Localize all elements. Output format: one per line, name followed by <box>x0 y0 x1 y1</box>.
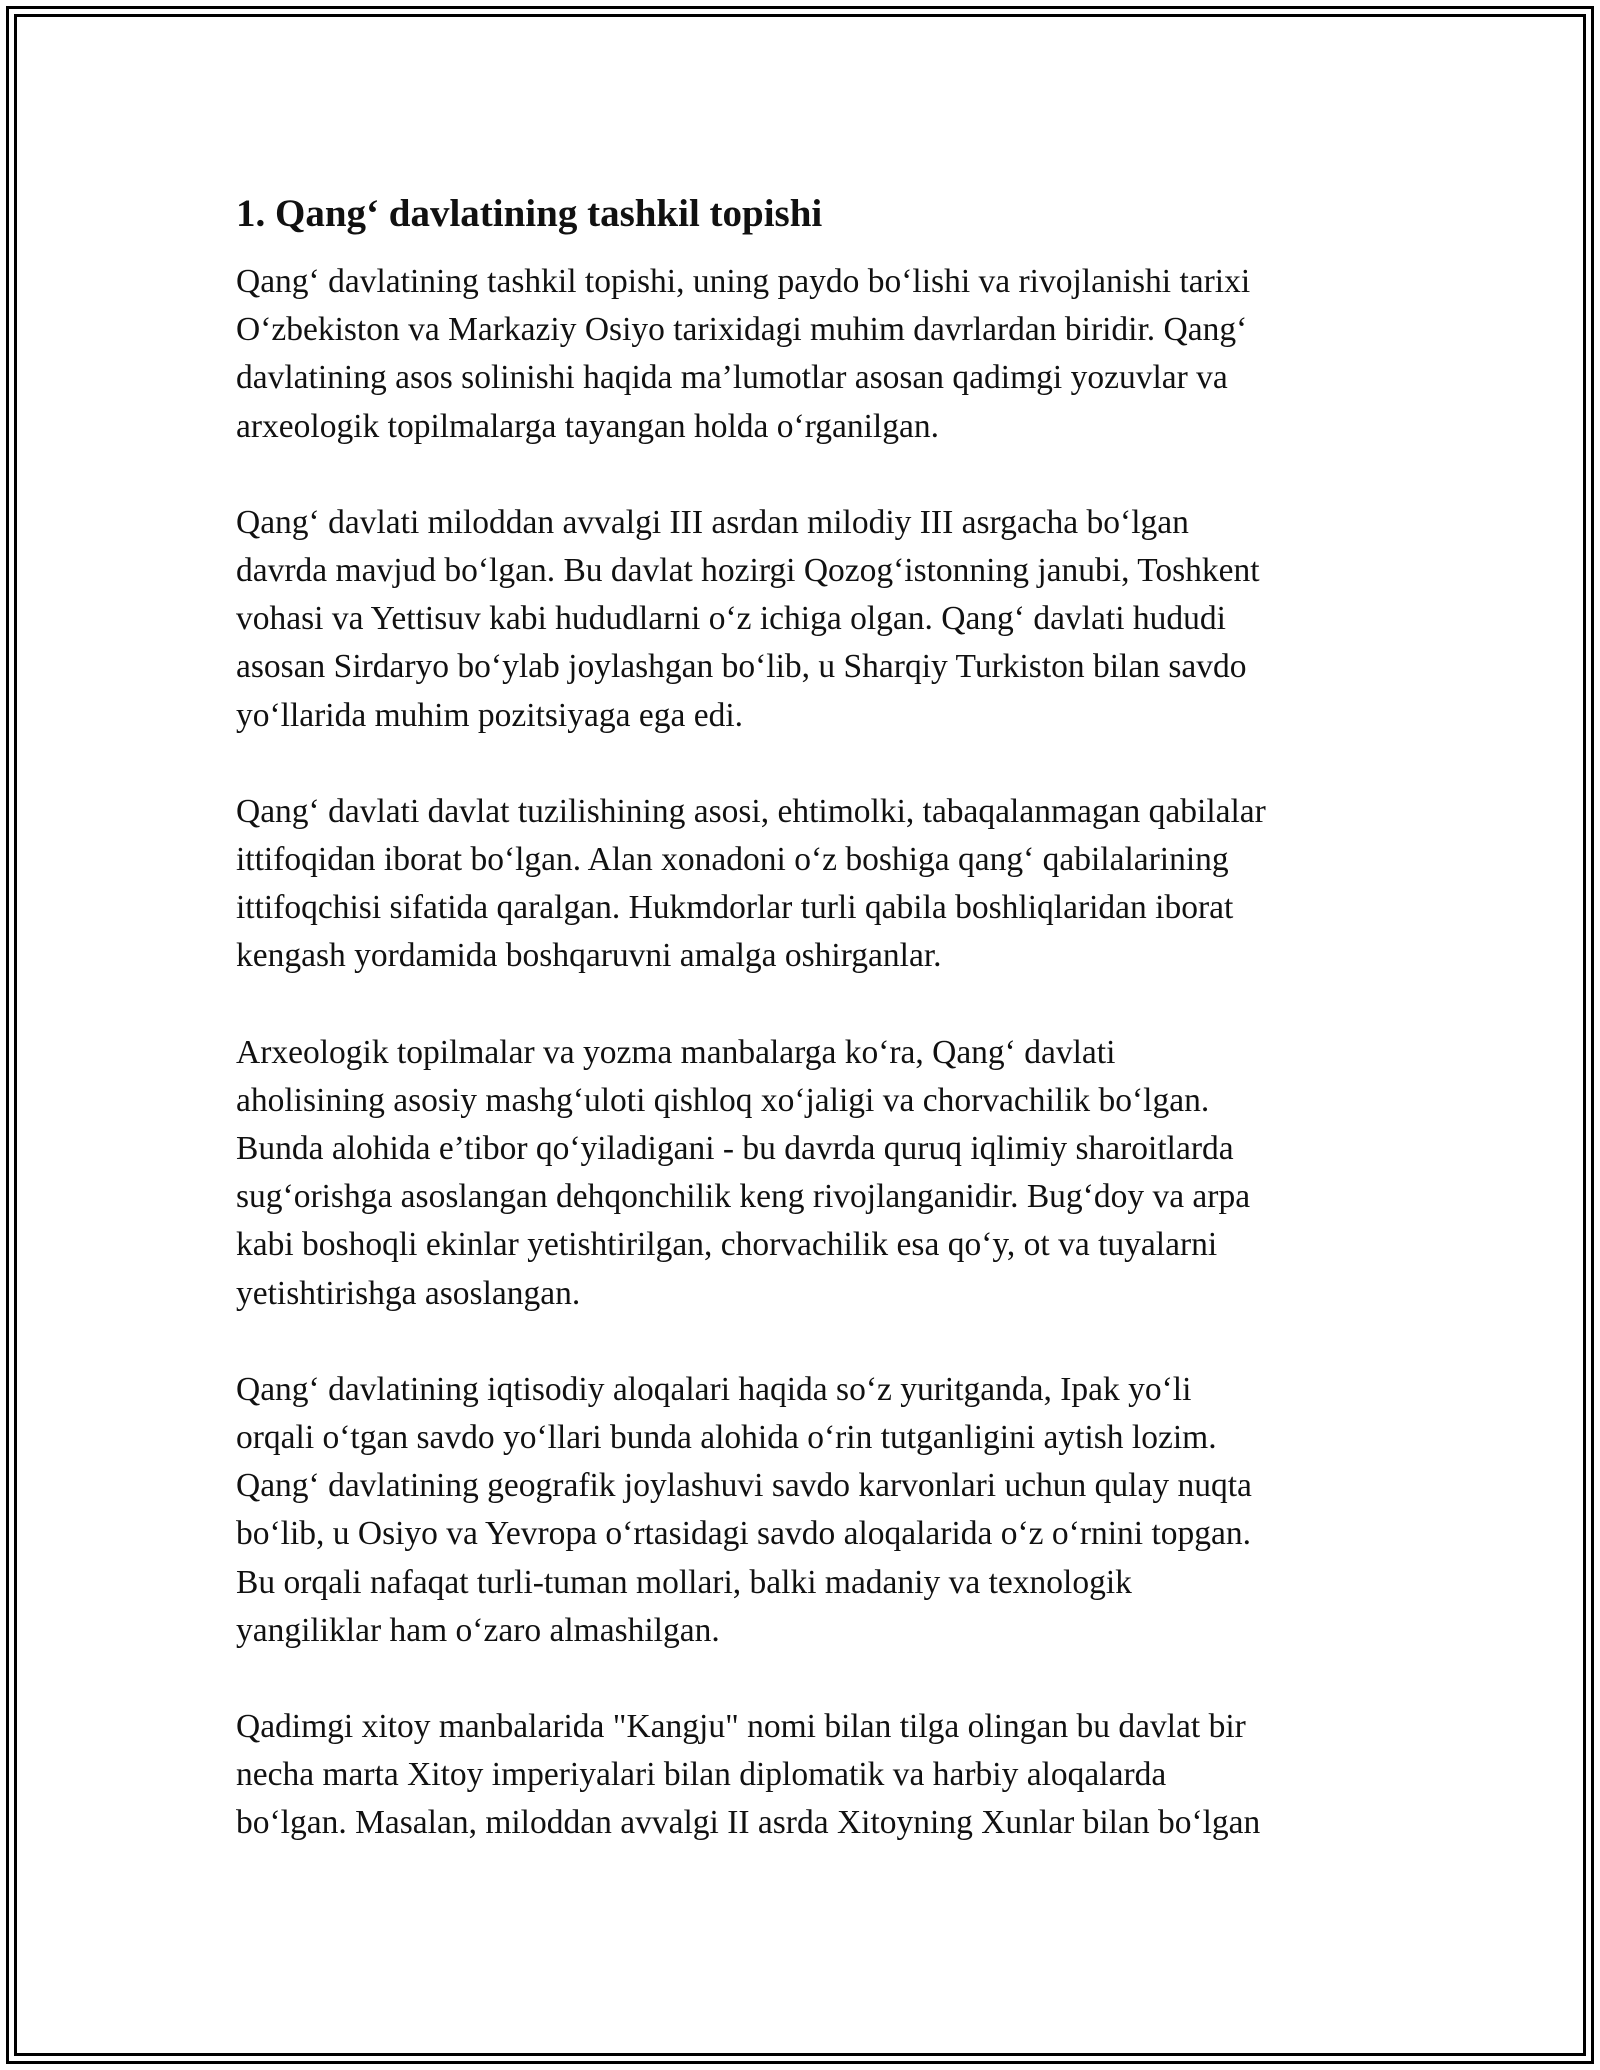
paragraph-line: orqali o‘tgan savdo yo‘llari bunda alohida o‘rin tutganligini aytish lozim. <box>236 1419 1217 1457</box>
paragraph-line: ittifoqidan iborat bo‘lgan. Alan xonadoni o‘z boshiga qang‘ qabilalarining <box>236 841 1229 879</box>
paragraph-list <box>236 258 1376 1848</box>
paragraph-line: Qadimgi xitoy manbalarida "Kangju" nomi bilan tilga olingan bu davlat bir <box>236 1708 1246 1746</box>
paragraph-line: vohasi va Yettisuv kabi hududlarni o‘z ichiga olgan. Qang‘ davlati hududi <box>236 600 1226 638</box>
paragraph-line: Qang‘ davlati davlat tuzilishining asosi, ehtimolki, tabaqalanmagan qabilalar <box>236 792 1266 830</box>
paragraph <box>236 1029 1376 1318</box>
paragraph-line: O‘zbekiston va Markaziy Osiyo tarixidagi muhim davrlardan biridir. Qang‘ <box>236 311 1248 349</box>
paragraph-line: Arxeologik topilmalar va yozma manbalarga ko‘ra, Qang‘ davlati <box>236 1033 1116 1071</box>
paragraph-line: arxeologik topilmalarga tayangan holda o‘rganilgan. <box>236 407 939 445</box>
paragraph-line: yo‘llarida muhim pozitsiyaga ega edi. <box>236 696 743 734</box>
paragraph-line: Qang‘ davlati miloddan avvalgi III asrdan milodiy III asrgacha bo‘lgan <box>236 503 1189 541</box>
paragraph <box>236 499 1376 740</box>
paragraph-line: aholisining asosiy mashg‘uloti qishloq xo‘jaligi va chorvachilik bo‘lgan. <box>236 1081 1210 1119</box>
section-heading: 1. Qang‘ davlatining tashkil topishi <box>236 192 823 235</box>
paragraph-line: necha marta Xitoy imperiyalari bilan diplomatik va harbiy aloqalarda <box>236 1756 1167 1794</box>
paragraph-line: bo‘lib, u Osiyo va Yevropa o‘rtasidagi savdo aloqalarida o‘z o‘rnini topgan. <box>236 1515 1252 1553</box>
paragraph-line: Qang‘ davlatining geografik joylashuvi savdo karvonlari uchun qulay nuqta <box>236 1467 1252 1505</box>
paragraph-line: Bunda alohida e’tibor qo‘yiladigani - bu davrda quruq iqlimiy sharoitlarda <box>236 1130 1234 1168</box>
paragraph-line: davlatining asos solinishi haqida ma’lumotlar asosan qadimgi yozuvlar va <box>236 359 1228 397</box>
paragraph <box>236 1366 1376 1655</box>
paragraph-line: Qang‘ davlatining tashkil topishi, uning paydo bo‘lishi va rivojlanishi tarixi <box>236 263 1251 300</box>
paragraph-line: sug‘orishga asoslangan dehqonchilik keng rivojlanganidir. Bug‘doy va arpa <box>236 1178 1251 1216</box>
paragraph-line: asosan Sirdaryo bo‘ylab joylashgan bo‘lib, u Sharqiy Turkiston bilan savdo <box>236 648 1247 686</box>
paragraph-line: Bu orqali nafaqat turli-tuman mollari, balki madaniy va texnologik <box>236 1563 1132 1601</box>
paragraph-line: davrda mavjud bo‘lgan. Bu davlat hozirgi Qozog‘istonning janubi, Toshkent <box>236 552 1260 590</box>
paragraph <box>236 1703 1376 1848</box>
paragraph <box>236 258 1376 451</box>
paragraph-line: kengash yordamida boshqaruvni amalga oshirganlar. <box>236 937 942 975</box>
paragraph-line: yetishtirishga asoslangan. <box>236 1274 581 1312</box>
paragraph-line: bo‘lgan. Masalan, miloddan avvalgi II asrda Xitoyning Xunlar bilan bo‘lgan <box>236 1804 1261 1842</box>
paragraph-line: yangiliklar ham o‘zaro almashilgan. <box>236 1611 720 1649</box>
paragraph-line: ittifoqchisi sifatida qaralgan. Hukmdorlar turli qabila boshliqlaridan iborat <box>236 889 1234 927</box>
paragraph-line: Qang‘ davlatining iqtisodiy aloqalari haqida so‘z yuritganda, Ipak yo‘li <box>236 1370 1192 1408</box>
document-body <box>236 188 1376 1896</box>
paragraph-line: kabi boshoqli ekinlar yetishtirilgan, chorvachilik esa qo‘y, ot va tuyalarni <box>236 1226 1218 1264</box>
paragraph <box>236 788 1376 981</box>
